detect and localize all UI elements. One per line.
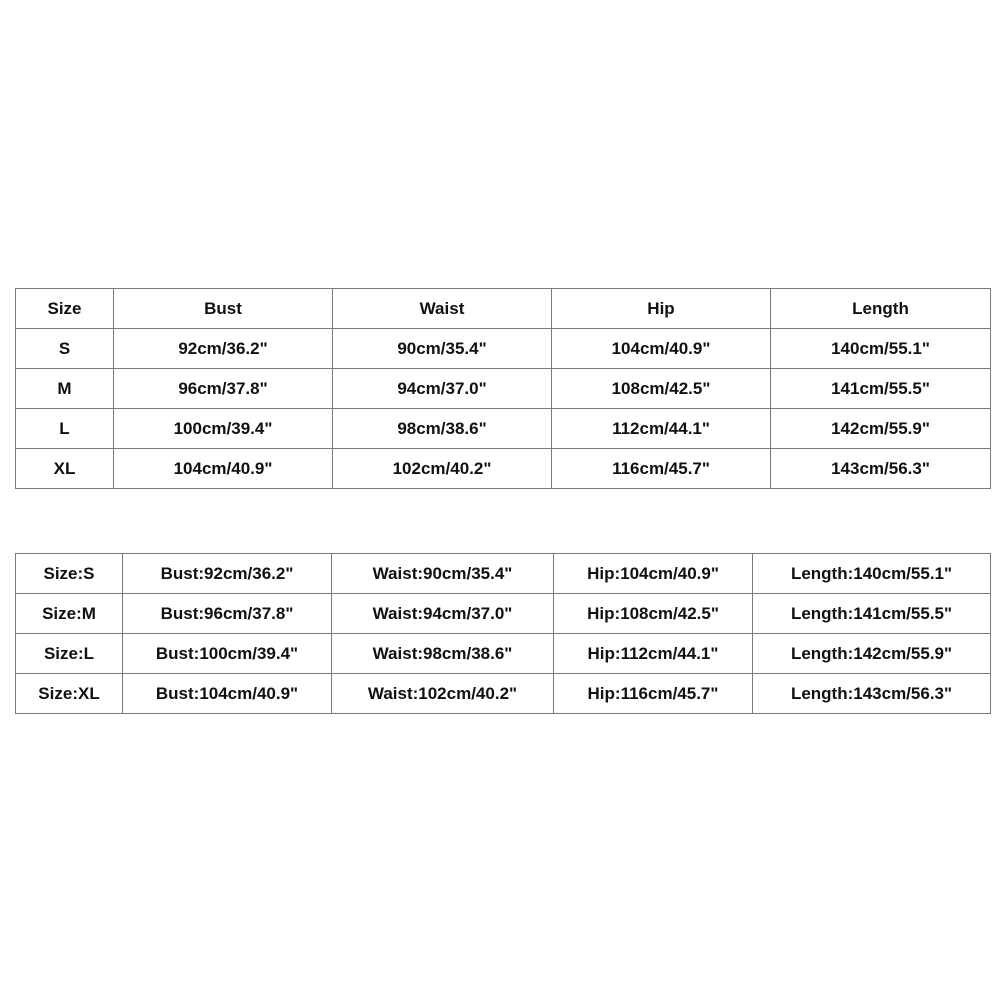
table-row [16, 409, 991, 449]
cell-size: L [16, 409, 114, 449]
cell-size: Size:S [16, 554, 123, 594]
cell-bust: 92cm/36.2" [114, 329, 333, 369]
cell-length: 143cm/56.3" [771, 449, 991, 489]
table-row [16, 594, 991, 634]
cell-hip: 104cm/40.9" [552, 329, 771, 369]
table-row [16, 554, 991, 594]
table-row [16, 329, 991, 369]
cell-length: Length:143cm/56.3" [753, 674, 991, 714]
header-length: Length [771, 289, 991, 329]
cell-waist: 102cm/40.2" [333, 449, 552, 489]
cell-length: 140cm/55.1" [771, 329, 991, 369]
cell-size: Size:L [16, 634, 123, 674]
cell-hip: 116cm/45.7" [552, 449, 771, 489]
cell-size: XL [16, 449, 114, 489]
table-header-row [16, 289, 991, 329]
cell-hip: 108cm/42.5" [552, 369, 771, 409]
cell-size: Size:XL [16, 674, 123, 714]
cell-length: Length:140cm/55.1" [753, 554, 991, 594]
table-row [16, 674, 991, 714]
cell-bust: Bust:96cm/37.8" [123, 594, 332, 634]
table-row [16, 449, 991, 489]
header-hip: Hip [552, 289, 771, 329]
cell-waist: Waist:90cm/35.4" [332, 554, 554, 594]
cell-bust: Bust:100cm/39.4" [123, 634, 332, 674]
header-size: Size [16, 289, 114, 329]
table-row [16, 634, 991, 674]
cell-size: M [16, 369, 114, 409]
size-chart-labeled-table [15, 553, 991, 714]
cell-size: S [16, 329, 114, 369]
cell-hip: Hip:108cm/42.5" [554, 594, 753, 634]
cell-bust: 100cm/39.4" [114, 409, 333, 449]
cell-waist: Waist:98cm/38.6" [332, 634, 554, 674]
cell-length: Length:142cm/55.9" [753, 634, 991, 674]
cell-length: 141cm/55.5" [771, 369, 991, 409]
table-row [16, 369, 991, 409]
cell-hip: Hip:104cm/40.9" [554, 554, 753, 594]
cell-waist: 90cm/35.4" [333, 329, 552, 369]
cell-bust: 96cm/37.8" [114, 369, 333, 409]
cell-waist: 98cm/38.6" [333, 409, 552, 449]
cell-hip: Hip:116cm/45.7" [554, 674, 753, 714]
header-waist: Waist [333, 289, 552, 329]
cell-waist: Waist:94cm/37.0" [332, 594, 554, 634]
cell-hip: 112cm/44.1" [552, 409, 771, 449]
cell-hip: Hip:112cm/44.1" [554, 634, 753, 674]
cell-waist: Waist:102cm/40.2" [332, 674, 554, 714]
cell-size: Size:M [16, 594, 123, 634]
cell-bust: Bust:92cm/36.2" [123, 554, 332, 594]
header-bust: Bust [114, 289, 333, 329]
cell-bust: Bust:104cm/40.9" [123, 674, 332, 714]
cell-length: Length:141cm/55.5" [753, 594, 991, 634]
cell-bust: 104cm/40.9" [114, 449, 333, 489]
size-chart-table [15, 288, 991, 489]
cell-waist: 94cm/37.0" [333, 369, 552, 409]
cell-length: 142cm/55.9" [771, 409, 991, 449]
